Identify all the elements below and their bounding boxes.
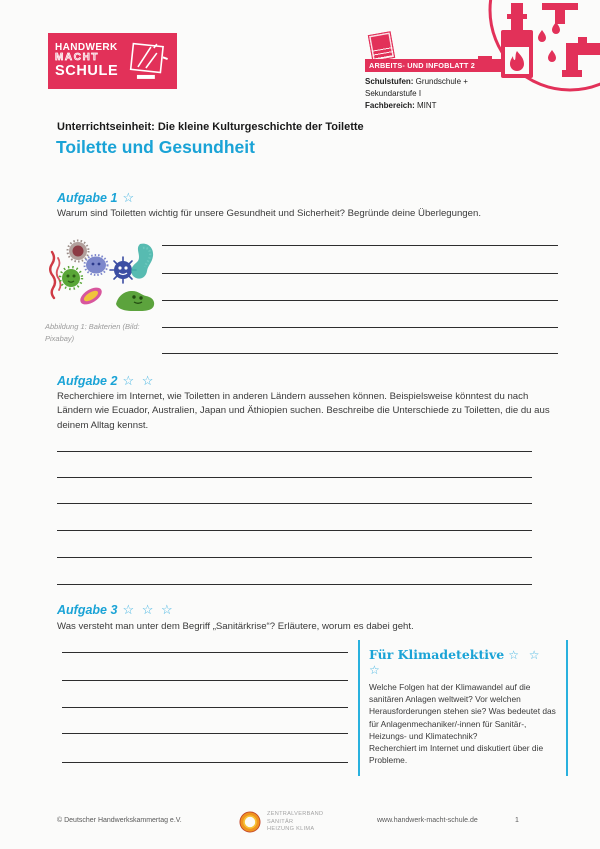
climate-box-paragraph-1: Welche Folgen hat der Klimawandel auf die sanitären Anlagen weltweit? Vor welchen Herausforderungen stehen sie? Was bedeutet das für Anlagenmechaniker/-innen für Sanitär-, Heizungs- und Klimatechnik? [369,682,556,741]
infoblatt-badge: ARBEITS- UND INFOBLATT 2 [365,59,503,72]
task3-difficulty-stars: ☆ ☆ ☆ [122,602,175,617]
writing-line [162,353,558,354]
climate-box-title-text: Für Klimadetektive [369,647,505,662]
task2-label: Aufgabe 2 [57,374,118,388]
logo-line-macht: MACHT [55,52,100,64]
logo-line-handwerk: HANDWERK [55,41,118,53]
zvshk-logo-icon [239,811,261,833]
climate-detectives-box [358,640,568,776]
writing-line [57,477,532,478]
worksheet-doc-icon [368,31,395,62]
task3-heading [57,602,175,618]
worksheet-meta [365,76,487,112]
page-title: Toilette und Gesundheit [56,137,255,157]
figure-caption: Abbildung 1: Bakterien (Bild: Pixabay) [45,322,140,343]
writing-line [62,652,348,653]
writing-line [162,273,558,274]
writing-line [57,451,532,452]
climate-box-paragraph-2: Recherchiert im Internet und diskutiert über die Probleme. [369,742,544,766]
task1-text: Warum sind Toiletten wichtig für unsere Gesundheit und Sicherheit? Begründe deine Überlegungen. [57,208,481,219]
climate-box-title [369,647,557,677]
meta-schulstufen-value: Grundschule + Sekundarstufe I [365,77,468,98]
pencil-board-icon [124,39,170,83]
writing-line [162,245,558,246]
task3-text: Was versteht man unter dem Begriff „Sanitärkrise“? Erläutere, worum es dabei geht. [57,621,414,632]
writing-line [62,707,348,708]
writing-line [57,530,532,531]
logo-line-schule: SCHULE [55,62,119,79]
climate-box-text [369,681,557,766]
task2-text: Recherchiere im Internet, wie Toiletten in anderen Ländern aussehen können. Beispielsweise könntest du nach Ländern wie Ecuador, Australien, Japan und Äthiopien suchen. Beschreibe die Unterschiede zu Toiletten, die du aus deinem Alltag kennst. [57,391,550,431]
zvshk-line2: SANITÄR [267,818,294,825]
bacteria-figure [44,238,160,318]
writing-line [57,584,532,585]
task1-heading [57,190,136,206]
task1-difficulty-stars: ☆ [122,190,137,205]
zvshk-line1: ZENTRALVERBAND [267,811,324,817]
writing-line [57,503,532,504]
zvshk-logo-text [267,811,323,834]
meta-fachbereich-value: MINT [414,101,437,110]
writing-line [162,327,558,328]
plumbing-circle-illustration [478,0,600,108]
task2-heading [57,373,155,389]
task2-difficulty-stars: ☆ ☆ [122,373,156,388]
writing-line [62,762,348,763]
handwerk-macht-schule-logo [48,33,177,89]
writing-line [62,733,348,734]
meta-schulstufen-label: Schulstufen: [365,77,414,86]
zvshk-line3: HEIZUNG KLIMA [267,826,315,833]
copyright-text: © Deutscher Handwerkskammertag e.V. [57,817,182,824]
meta-fachbereich [365,100,487,112]
meta-schulstufen [365,76,487,100]
writing-line [62,680,348,681]
meta-fachbereich-label: Fachbereich: [365,101,415,110]
page-number: 1 [515,817,519,824]
task3-label: Aufgabe 3 [57,603,118,617]
unit-kicker: Unterrichtseinheit: Die kleine Kulturgeschichte der Toilette [57,121,364,133]
climate-box-stars: ☆ ☆ ☆ [369,648,543,677]
logo-wordmark [55,43,118,79]
task1-label: Aufgabe 1 [57,191,118,205]
writing-line [57,557,532,558]
writing-line [162,300,558,301]
website-url: www.handwerk-macht-schule.de [377,817,478,824]
